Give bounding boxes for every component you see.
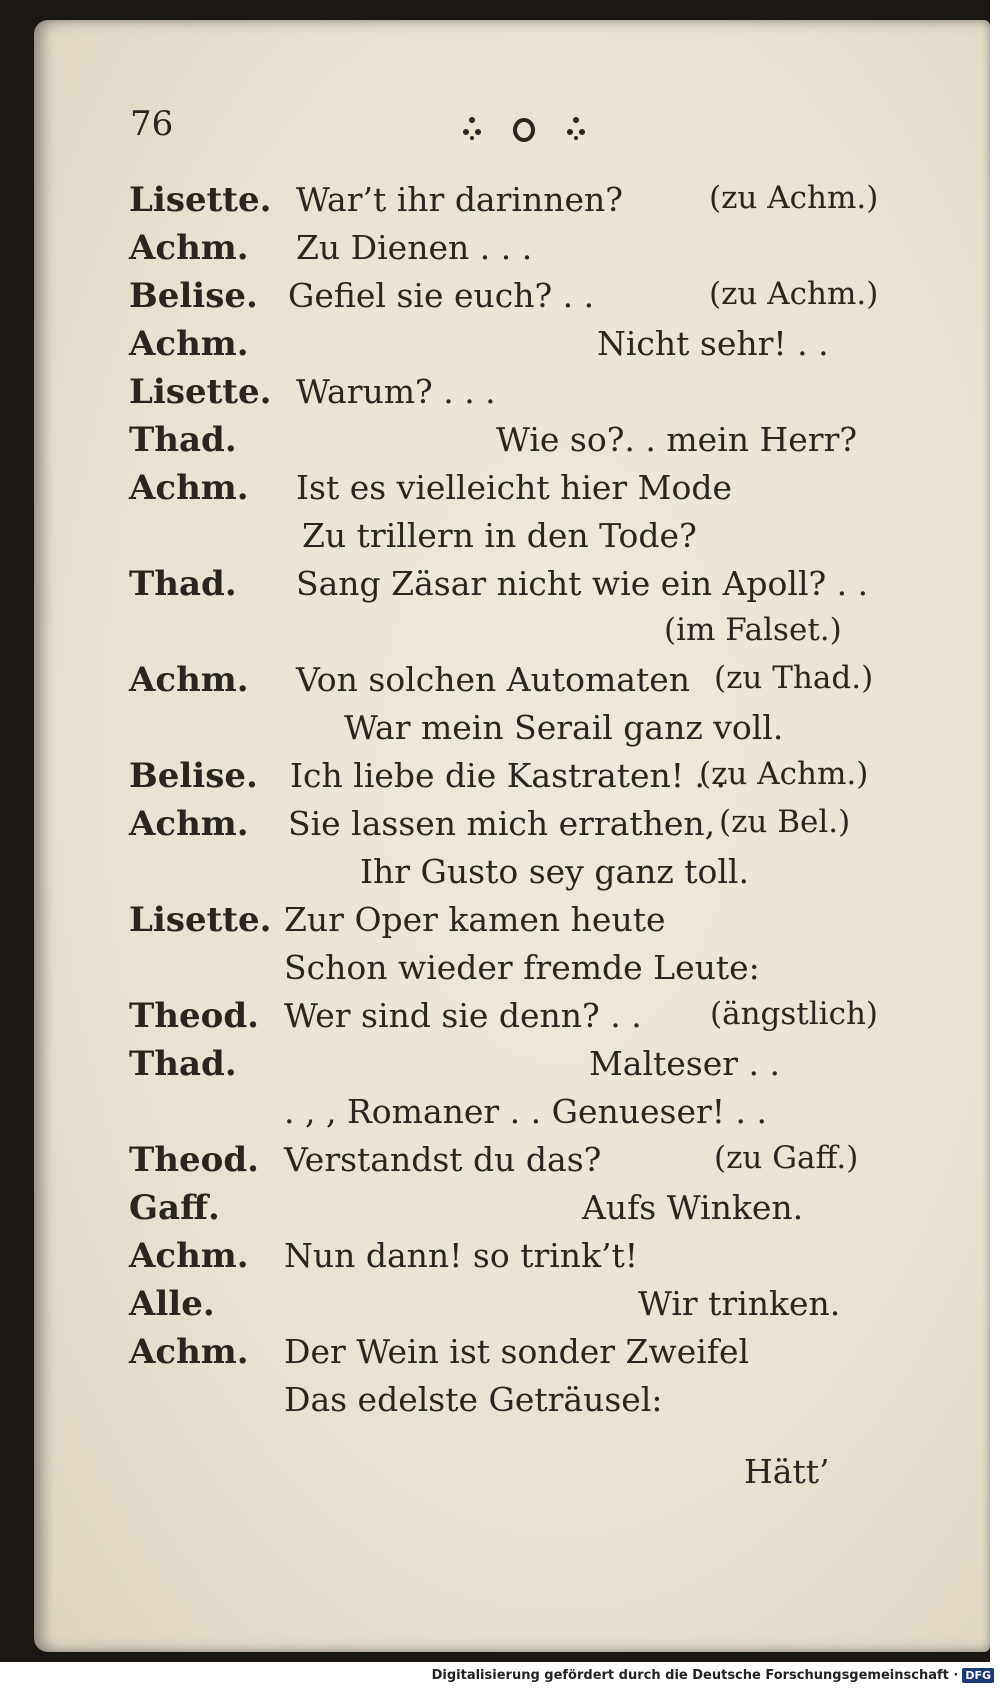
line-text: Ich liebe die Kastraten! . .	[290, 756, 726, 795]
line-text: Nun dann! so trink’t!	[284, 1236, 639, 1275]
speaker-name: Lisette.	[129, 900, 272, 940]
line-text: Der Wein ist sonder Zweifel	[284, 1332, 750, 1371]
line-text: Gefiel sie euch? . .	[288, 276, 595, 315]
speaker-name: Alle.	[129, 1284, 215, 1324]
line-text: Von solchen Automaten	[296, 660, 691, 699]
stage-direction: (zu Bel.)	[719, 804, 851, 840]
line-text: Wir trinken.	[638, 1284, 841, 1323]
dialogue-line	[34, 516, 990, 566]
speaker-name: Belise.	[129, 276, 258, 316]
speaker-name: Lisette.	[129, 180, 272, 220]
line-text: War’t ihr darinnen?	[296, 180, 623, 219]
credit-text: Digitalisierung gefördert durch die Deutsche Forschungsgemeinschaft ·	[431, 1668, 959, 1683]
stage-direction: (im Falset.)	[664, 612, 842, 648]
speaker-name: Gaff.	[129, 1188, 220, 1228]
catchword-line	[34, 1452, 990, 1502]
speaker-name: Theod.	[129, 1140, 259, 1180]
dialogue-line	[34, 1380, 990, 1430]
line-text: Aufs Winken.	[582, 1188, 804, 1227]
line-text: Das edelste Geträusel:	[284, 1380, 663, 1419]
dialogue-line	[34, 1092, 990, 1142]
speaker-name: Achm.	[129, 228, 249, 268]
line-text: Wie so?. . mein Herr?	[496, 420, 858, 459]
line-text: Warum? . . .	[296, 372, 496, 411]
dialogue-line	[34, 1188, 990, 1238]
stage-direction: (zu Thad.)	[714, 660, 874, 696]
line-text: War mein Serail ganz voll.	[344, 708, 784, 747]
stage-direction: (zu Gaff.)	[714, 1140, 859, 1176]
line-text: Wer sind sie denn? . .	[284, 996, 642, 1035]
dialogue-line	[34, 372, 990, 422]
line-text: . , , Romaner . . Genueser! . .	[284, 1092, 768, 1131]
dialogue-line	[34, 420, 990, 470]
line-text: Malteser . .	[589, 1044, 781, 1083]
dialogue-line	[34, 708, 990, 758]
dialogue-line	[34, 612, 990, 662]
dialogue-line	[34, 180, 990, 230]
speaker-name: Thad.	[129, 420, 237, 460]
dialogue-line	[34, 1044, 990, 1094]
speaker-name: Achm.	[129, 1332, 249, 1372]
dialogue-line	[34, 468, 990, 518]
stage-direction: (ängstlich)	[710, 996, 879, 1032]
speaker-name: Lisette.	[129, 372, 272, 412]
dfg-logo: DFG	[962, 1668, 994, 1683]
dialogue-line	[34, 948, 990, 998]
dialogue-line	[34, 804, 990, 854]
line-text: Schon wieder fremde Leute:	[284, 948, 760, 987]
line-text: Zu Dienen . . .	[296, 228, 533, 267]
stage-direction: (zu Achm.)	[699, 756, 869, 792]
line-text: Sang Zäsar nicht wie ein Apoll? . .	[296, 564, 869, 603]
catchword: Hätt’	[744, 1452, 830, 1491]
header-ornament	[434, 108, 614, 148]
dialogue-line	[34, 1284, 990, 1334]
page-number: 76	[130, 104, 174, 144]
line-text: Ihr Gusto sey ganz toll.	[360, 852, 749, 891]
dialogue-line	[34, 1140, 990, 1190]
dialogue-line	[34, 228, 990, 278]
digitization-credit	[432, 1668, 994, 1683]
speaker-name: Thad.	[129, 1044, 237, 1084]
stage-direction: (zu Achm.)	[709, 180, 879, 216]
line-text: Zu trillern in den Tode?	[302, 516, 697, 555]
line-text: Zur Oper kamen heute	[284, 900, 666, 939]
speaker-name: Thad.	[129, 564, 237, 604]
speaker-name: Theod.	[129, 996, 259, 1036]
speaker-name: Achm.	[129, 468, 249, 508]
speaker-name: Achm.	[129, 660, 249, 700]
dialogue-line	[34, 1332, 990, 1382]
line-text: Nicht sehr! . .	[597, 324, 829, 363]
speaker-name: Achm.	[129, 804, 249, 844]
dialogue-line	[34, 756, 990, 806]
dialogue-line	[34, 996, 990, 1046]
dialogue-line	[34, 324, 990, 374]
stage-direction: (zu Achm.)	[709, 276, 879, 312]
line-text: Verstandst du das?	[284, 1140, 602, 1179]
speaker-name: Belise.	[129, 756, 258, 796]
speaker-name: Achm.	[129, 324, 249, 364]
dialogue-line	[34, 660, 990, 710]
dialogue-line	[34, 276, 990, 326]
speaker-name: Achm.	[129, 1236, 249, 1276]
line-text: Sie lassen mich errathen,	[288, 804, 716, 843]
dialogue-line	[34, 852, 990, 902]
dialogue-line	[34, 1236, 990, 1286]
dialogue-line	[34, 900, 990, 950]
book-page	[34, 20, 990, 1652]
line-text: Ist es vielleicht hier Mode	[296, 468, 732, 507]
dialogue-line	[34, 564, 990, 614]
